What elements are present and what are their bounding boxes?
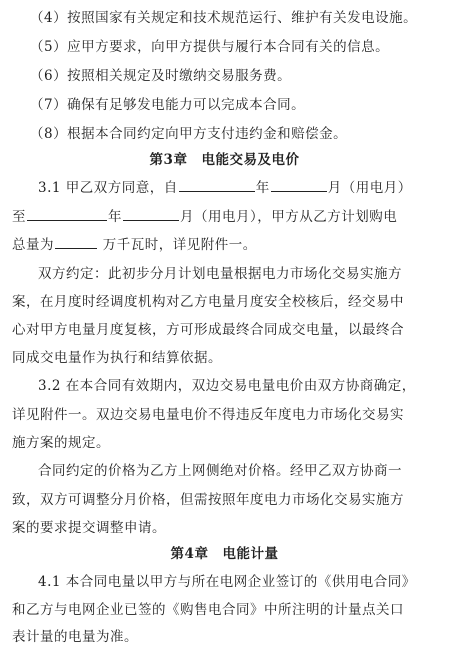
agreement-line-2: 案，在月度时经调度机构对乙方电量月度安全校核后，经交易中 [12, 294, 404, 310]
end-month-blank[interactable] [123, 206, 179, 221]
unit-label: 万千瓦时，详见附件一。 [98, 237, 257, 253]
clause-4-1-line-3: 表计量的电量为准。 [12, 629, 138, 645]
agreement-line-3: 心对甲方电量月度复核，方可形成最终合同成交电量，以最终合 [12, 322, 404, 338]
year-label: 年 [108, 209, 122, 225]
clause-3-2-line-3: 施方案的规定。 [12, 435, 110, 451]
start-year-blank[interactable] [179, 177, 255, 192]
year-label: 年 [255, 180, 270, 196]
clause-3-1-line-2 [12, 205, 441, 225]
agreement-line-1: 双方约定：此初步分月计划电量根据电力市场化交易实施方 [38, 266, 402, 282]
clause-3-1-text: 3.1 甲乙双方同意，自 [38, 180, 178, 196]
price-line-3: 案的要求提交调整申请。 [12, 520, 166, 536]
clause-3-1-line-1 [38, 176, 449, 196]
chapter-4-heading: 第4章 电能计量 [170, 546, 279, 562]
end-year-blank[interactable] [27, 206, 107, 221]
price-line-2: 致，双方可调整分月价格，但需按照年度电力市场化交易实施方 [12, 492, 404, 508]
obligation-item-6: （6）按照相关规定及时缴纳交易服务费。 [30, 68, 292, 84]
chapter-3-heading: 第3章 电能交易及电价 [149, 152, 300, 168]
obligation-item-5: （5）应甲方要求，向甲方提供与履行本合同有关的信息。 [30, 39, 390, 55]
obligation-item-4: （4）按照国家有关规定和技术规范运行、维护有关发电设施。 [30, 10, 418, 26]
clause-4-1-line-1: 4.1 本合同电量以甲方与所在电网企业签订的《供用电合同》 [38, 574, 416, 590]
agreement-line-4: 同成交电量作为执行和结算依据。 [12, 350, 222, 366]
month-label: 月（用电月），甲方从乙方计划购电 [180, 209, 398, 225]
obligation-item-8: （8）根据本合同约定向甲方支付违约金和赔偿金。 [30, 126, 348, 142]
clause-3-1-line-3 [12, 233, 441, 253]
clause-4-1-line-2: 和乙方与电网企业已签的《购售电合同》中所注明的计量点关口 [12, 602, 404, 618]
month-label: 月（用电月） [327, 180, 412, 196]
to-label: 至 [12, 209, 26, 225]
total-label: 总量为 [12, 237, 54, 253]
start-month-blank[interactable] [271, 177, 327, 192]
price-line-1: 合同约定的价格为乙方上网侧绝对价格。经甲乙双方协商一 [38, 463, 402, 479]
clause-3-2-line-2: 详见附件一。双边交易电量电价不得违反年度电力市场化交易实 [12, 407, 404, 423]
clause-3-2-line-1: 3.2 在本合同有效期内，双边交易电量电价由双方协商确定， [38, 378, 416, 394]
obligation-item-7: （7）确保有足够发电能力可以完成本合同。 [30, 97, 306, 113]
total-quantity-blank[interactable] [55, 234, 97, 249]
